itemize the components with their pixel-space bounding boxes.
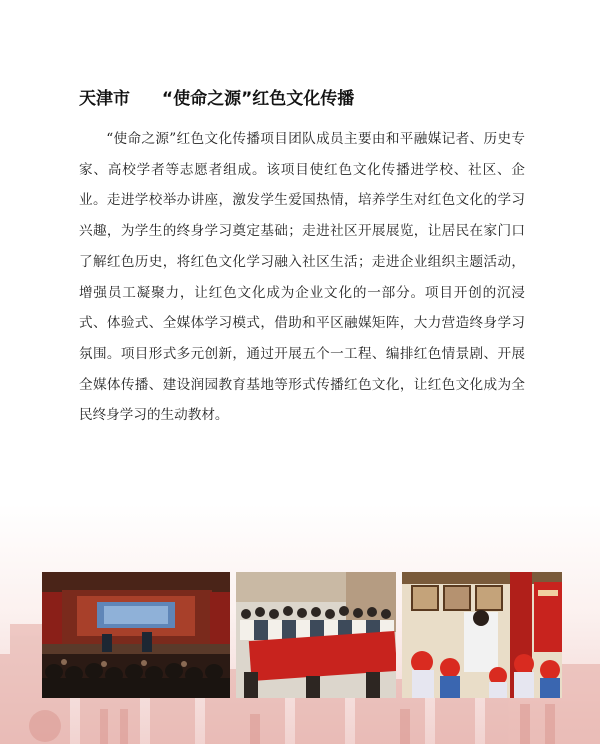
heading-title: “使命之源”红色文化传播 bbox=[161, 89, 355, 109]
photo-children-exhibit bbox=[402, 572, 562, 698]
section-heading bbox=[79, 84, 354, 109]
photo-group-banner bbox=[236, 572, 396, 698]
photo-strip bbox=[42, 572, 562, 698]
photo-lecture-hall bbox=[42, 572, 230, 698]
heading-city: 天津市 bbox=[79, 89, 130, 109]
body-paragraph: “使命之源”红色文化传播项目团队成员主要由和平融媒记者、历史专家、高校学者等志愿者组成。该项目使红色文化传播进学校、社区、企业。走进学校举办讲座，激发学生爱国热情，培养学生对红色文化的学习兴趣，为学生的终身学习奠定基础；走进社区开展展览，让居民在家门口了解红色历史，将红色文化学习融入社区生活；走进企业组织主题活动，增强员工凝聚力，让红色文化成为企业文化的一部分。项目开创的沉浸式、体验式、全媒体学习模式，借助和平区融媒矩阵，大力营造终身学习氛围。项目形式多元创新，通过开展五个一工程、编排红色情景剧、开展全媒体传播、建设润园教育基地等形式传播红色文化，让红色文化成为全民终身学习的生动教材。 bbox=[79, 131, 525, 424]
